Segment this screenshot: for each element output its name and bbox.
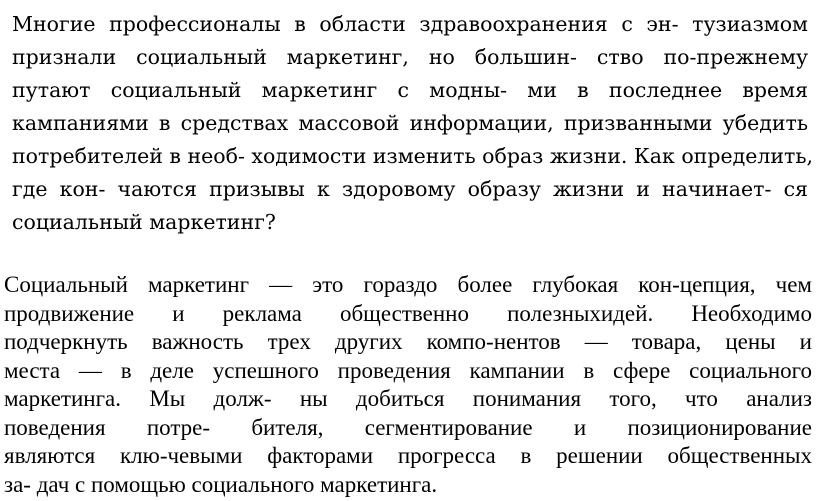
text-line: за- дач с помощью социального маркетинга. — [4, 471, 438, 497]
paragraph-intro — [12, 8, 814, 239]
text-line: продвижение и реклама общественно полезныхидей. Необходимо — [4, 300, 812, 326]
text-line: являются клю-чевыми факторами прогресса в решении общественных — [4, 443, 812, 468]
text-line: путают социальный маркетинг с модны- ми в последнее время — [12, 78, 808, 102]
text-line: потребителей в необ- ходимости изменить образ жизни. Как определить, — [12, 144, 814, 168]
text-line: Социальный маркетинг — это гораздо более глубокая кон-цепция, чем — [4, 272, 812, 297]
text-line: поведения потре- бителя, сегментирование и позиционирование — [4, 414, 812, 440]
text-line: кампаниями в средствах массовой информации, призванными убедить — [12, 111, 808, 135]
text-line: где кон- чаются призывы к здоровому образу жизни и начинает- ся — [12, 177, 808, 201]
text-line: места — в деле успешного проведения кампании в сфере социального — [4, 357, 812, 383]
text-line: Многие профессионалы в области здравоохранения с эн- тузиазмом — [12, 12, 808, 36]
text-line: подчеркнуть важность трех других компо-нентов — товара, цены и — [4, 329, 812, 354]
text-line: социальный маркетинг? — [12, 210, 276, 234]
text-line: признали социальный маркетинг, но большин- ство по-прежнему — [12, 45, 808, 69]
text-line: маркетинга. Мы долж- ны добиться понимания того, что анализ — [4, 386, 812, 411]
paragraph-definition — [4, 271, 812, 499]
